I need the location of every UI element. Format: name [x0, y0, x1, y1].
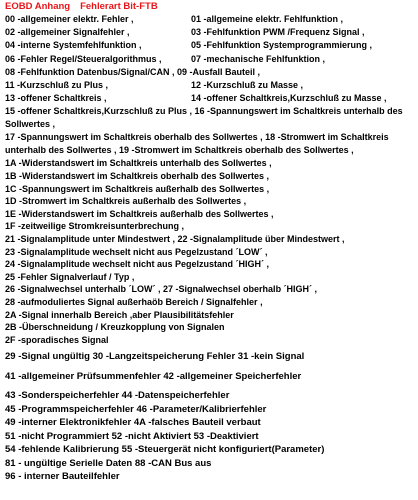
code-2B: 2B -Überschneidung / Kreuzkopplung von Signalen	[5, 322, 225, 333]
code-26-27: 26 -Signalwechsel unterhalb ´LOW´ , 27 -Signalwechsel oberhalb ´HIGH´ ,	[5, 284, 318, 295]
document-title	[5, 1, 416, 13]
title-fehlerart: Fehlerart Bit-FTB	[80, 1, 158, 12]
code-04: 04 -interne Systemfehlfunktion ,	[5, 40, 142, 51]
code-41-42: 41 -allgemeiner Prüfsummenfehler 42 -allgemeiner Speicherfehler	[5, 370, 302, 382]
code-row-11-12	[5, 79, 416, 92]
code-24: 24 -Signalamplitude wechselt nicht aus Pegelzustand ´HIGH´ ,	[5, 259, 270, 270]
document	[5, 1, 416, 484]
code-54-55: 54 -fehlende Kalibrierung 55 -Steuergerät nicht konfiguriert(Parameter)	[5, 444, 325, 456]
code-45-46: 45 -Programmspeicherfehler 46 -Parameter/Kalibrierfehler	[5, 403, 267, 415]
code-1A: 1A -Widerstandswert im Schaltkreis unterhalb des Sollwertes ,	[5, 158, 272, 169]
code-23: 23 -Signalamplitude wechselt nicht aus Pegelzustand ´LOW´ ,	[5, 246, 268, 257]
code-81-88: 81 - ungültige Serielle Daten 88 -CAN Bus aus	[5, 457, 212, 469]
code-08: 08 -Fehlfunktion Datenbus/Signal/CAN	[5, 66, 170, 77]
code-1C: 1C -Spannungswert im Schaltkreis außerhalb des Sollwertes ,	[5, 183, 270, 194]
code-02: 02 -allgemeiner Signalfehler ,	[5, 27, 130, 38]
code-17-18-19: 17 -Spannungswert im Schaltkreis oberhalb des Sollwertes , 18 -Stromwert im Schaltkreis unterhalb des Sollwertes , 19 -Stromwert im Schaltkreis oberhalb des Sollwertes ,	[5, 132, 389, 156]
code-01: 01 -allgemeine elektr. Fehlfunktion ,	[191, 14, 344, 24]
code-29-30-31: 29 -Signal ungültig 30 -Langzeitspeicherung Fehler 31 -kein Signal	[5, 351, 305, 363]
code-21-22: 21 -Signalamplitude unter Mindestwert , 22 -Signalamplitude über Mindestwert ,	[5, 233, 345, 244]
code-row-04-05	[5, 39, 416, 52]
code-28: 28 -aufmoduliertes Signal außerhaöb Bereich / Signalfehler ,	[5, 296, 263, 307]
code-15-16: 15 -offener Schaltkreis,Kurzschluß zu Plus , 16 -Spannungswert im Schaltkreis unterhalb des Sollwertes ,	[5, 106, 403, 130]
code-1E: 1E -Widerstandswert im Schaltkreis außerhalb des Sollwertes ,	[5, 208, 274, 219]
code-13: 13 -offener Schaltkreis ,	[5, 93, 107, 104]
code-51-52-53: 51 -nicht Programmiert 52 -nicht Aktiviert 53 -Deaktiviert	[5, 430, 259, 442]
code-row-06-07	[5, 53, 416, 66]
code-03: 03 -Fehlfunktion PWM /Frequenz Signal ,	[191, 27, 365, 38]
code-11: 11 -Kurzschluß zu Plus ,	[5, 80, 109, 91]
code-row-13-14	[5, 92, 416, 105]
code-row-00-01	[5, 13, 416, 26]
code-2A: 2A -Signal innerhalb Bereich ,aber Plausibilitätsfehler	[5, 309, 234, 320]
code-43-44: 43 -Sonderspeicherfehler 44 -Datenspeicherfehler	[5, 390, 230, 402]
title-eobd-anhang: EOBD Anhang	[5, 1, 71, 12]
code-00: 00 -allgemeiner elektr. Fehler ,	[5, 14, 134, 24]
code-14: 14 -offener Schaltkreis,Kurzschluß zu Masse ,	[191, 93, 387, 104]
code-09: , 09 -Ausfall Bauteil ,	[169, 66, 261, 77]
code-49-4A: 49 -interner Elektronikfehler 4A -falsches Bauteil verbaut	[5, 417, 261, 429]
code-12: 12 -Kurzschluß zu Masse ,	[191, 80, 304, 91]
code-05: 05 -Fehlfunktion Systemprogrammierung ,	[191, 40, 373, 51]
code-row-02-03	[5, 26, 416, 39]
code-25: 25 -Fehler Signalverlauf / Typ ,	[5, 271, 135, 282]
code-1B: 1B -Widerstandswert im Schaltkreis oberhalb des Sollwertes ,	[5, 171, 270, 182]
code-1D: 1D -Stromwert im Schaltkreis außerhalb des Sollwertes ,	[5, 196, 247, 207]
code-06: 06 -Fehler Regel/Steueralgorithmus ,	[5, 53, 162, 64]
code-row-08-09	[5, 66, 416, 79]
code-1F: 1F -zeitweilige Stromkreisunterbrechung ,	[5, 221, 185, 232]
code-2F: 2F -sporadisches Signal	[5, 334, 109, 345]
code-96: 96 - interner Bauteilfehler	[5, 471, 120, 483]
code-07: 07 -mechanische Fehlfunktion ,	[191, 53, 326, 64]
